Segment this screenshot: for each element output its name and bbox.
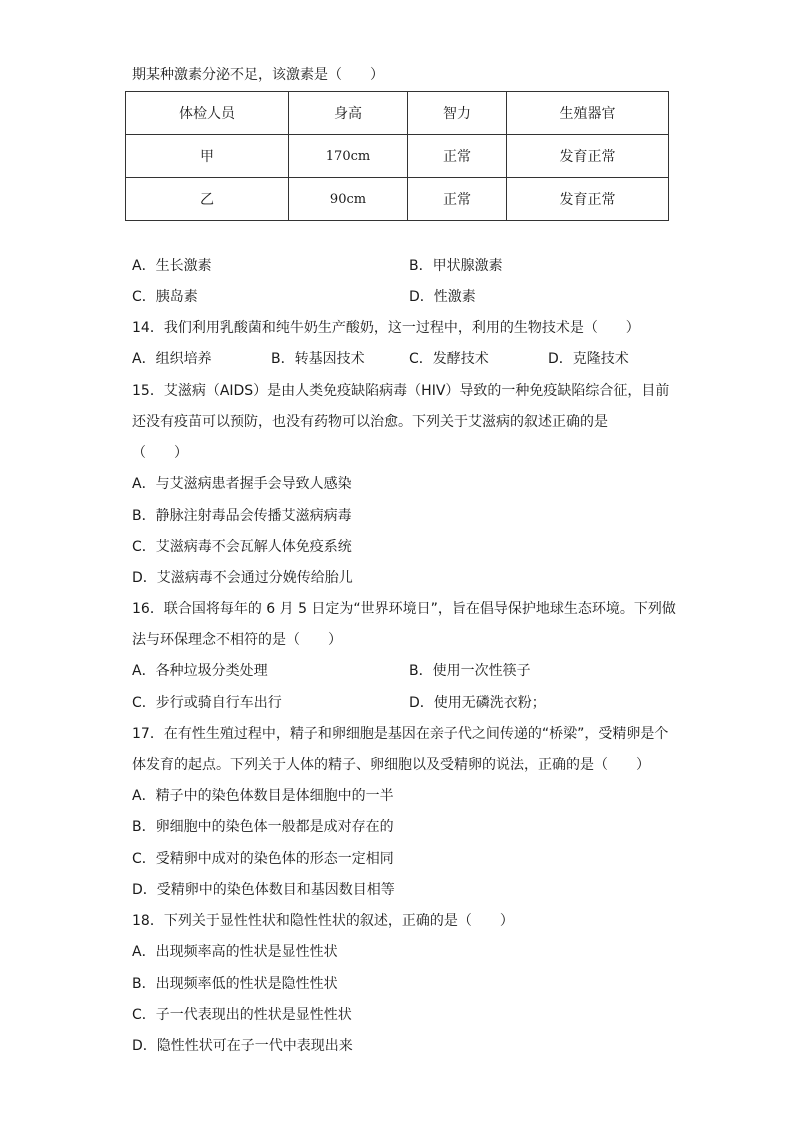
table-cell: 90cm (289, 178, 408, 221)
q17-option-c: C．受精卵中成对的染色体的形态一定相同 (132, 851, 394, 867)
q15-stem-line-3: （ ） (132, 445, 188, 461)
q15-stem-line-1: 15．艾滋病（AIDS）是由人类免疫缺陷病毒（HIV）导致的一种免疫缺陷综合征，目前 (132, 383, 670, 399)
table-cell: 乙 (126, 178, 289, 221)
table-header-cell: 智力 (408, 92, 507, 135)
health-check-table (125, 91, 669, 221)
table-header-cell: 身高 (289, 92, 408, 135)
q14-stem: 14．我们利用乳酸菌和纯牛奶生产酸奶，这一过程中，利用的生物技术是（ ） (132, 320, 640, 336)
table-cell: 正常 (408, 135, 507, 178)
q15-option-c: C．艾滋病毒不会瓦解人体免疫系统 (132, 539, 352, 555)
q17-stem-line-2: 体发育的起点。下列关于人体的精子、卵细胞以及受精卵的说法，正确的是（ ） (132, 757, 650, 773)
table-header-cell: 体检人员 (126, 92, 289, 135)
table-header-row (126, 92, 669, 135)
q15-stem-line-2: 还没有疫苗可以预防，也没有药物可以治愈。下列关于艾滋病的叙述正确的是 (132, 414, 608, 430)
q13-option-a: A．生长激素 (132, 258, 212, 274)
table-cell: 发育正常 (507, 178, 669, 221)
q16-option-d: D．使用无磷洗衣粉； (409, 695, 546, 711)
table-row (126, 178, 669, 221)
q16-option-b: B．使用一次性筷子 (409, 663, 531, 679)
q14-option-c: C．发酵技术 (409, 351, 489, 367)
q14-option-a: A．组织培养 (132, 351, 212, 367)
q16-option-c: C．步行或骑自行车出行 (132, 695, 282, 711)
table-header-cell: 生殖器官 (507, 92, 669, 135)
q13-option-b: B．甲状腺激素 (409, 258, 503, 274)
q16-stem-line-2: 法与环保理念不相符的是（ ） (132, 632, 342, 648)
q18-option-d: D．隐性性状可在子一代中表现出来 (132, 1038, 353, 1054)
q13-option-d: D．性激素 (409, 289, 476, 305)
q17-option-d: D．受精卵中的染色体数目和基因数目相等 (132, 882, 395, 898)
q14-option-d: D．克隆技术 (548, 351, 629, 367)
table-cell: 甲 (126, 135, 289, 178)
q18-option-a: A．出现频率高的性状是显性性状 (132, 944, 338, 960)
q17-stem-line-1: 17．在有性生殖过程中，精子和卵细胞是基因在亲子代之间传递的“桥梁”，受精卵是个 (132, 726, 669, 742)
q17-option-a: A．精子中的染色体数目是体细胞中的一半 (132, 788, 394, 804)
q15-option-b: B．静脉注射毒品会传播艾滋病病毒 (132, 508, 352, 524)
q15-option-a: A．与艾滋病患者握手会导致人感染 (132, 476, 352, 492)
q15-option-d: D．艾滋病毒不会通过分娩传给胎儿 (132, 570, 353, 586)
q18-stem: 18．下列关于显性性状和隐性性状的叙述，正确的是（ ） (132, 913, 514, 929)
q16-stem-line-1: 16．联合国将每年的 6 月 5 日定为“世界环境日”，旨在倡导保护地球生态环境。下列做 (132, 601, 676, 617)
q17-option-b: B．卵细胞中的染色体一般都是成对存在的 (132, 819, 394, 835)
q13-option-c: C．胰岛素 (132, 289, 198, 305)
table-row (126, 135, 669, 178)
table-cell: 发育正常 (507, 135, 669, 178)
table-cell: 170cm (289, 135, 408, 178)
q18-option-b: B．出现频率低的性状是隐性性状 (132, 976, 338, 992)
q13-stem-tail: 期某种激素分泌不足，该激素是（ ） (132, 67, 384, 83)
table-cell: 正常 (408, 178, 507, 221)
q18-option-c: C．子一代表现出的性状是显性性状 (132, 1007, 352, 1023)
q16-option-a: A．各种垃圾分类处理 (132, 663, 268, 679)
q14-option-b: B．转基因技术 (271, 351, 365, 367)
